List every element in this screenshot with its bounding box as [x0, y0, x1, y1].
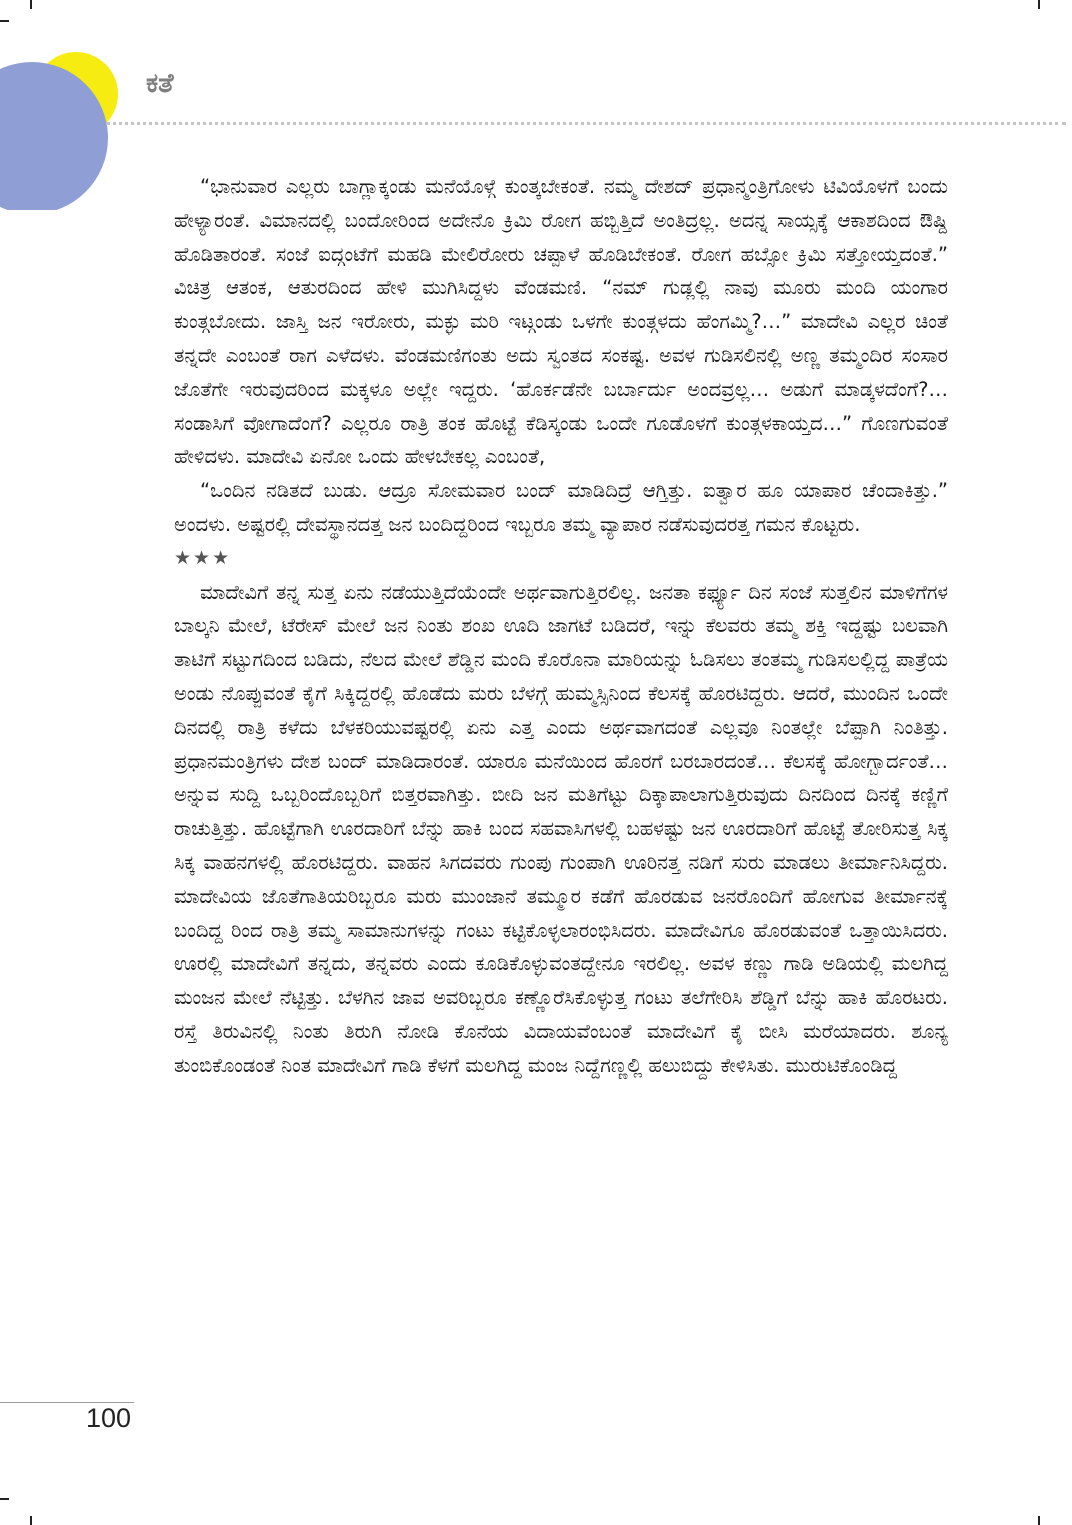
paragraph: ಮಾದೇವಿಗೆ ತನ್ನ ಸುತ್ತ ಏನು ನಡೆಯುತ್ತಿದೆಯೆಂದೇ ಅರ್ಥವಾಗುತ್ತಿರಲಿಲ್ಲ. ಜನತಾ ಕರ್ಫ್ಯೂ ದಿನ ಸಂಜೆ ಸುತ್ತಲಿನ ಮಾಳಿಗೆಗಳ ಬಾಲ್ಕನಿ ಮೇಲೆ, ಟೆರೇಸ್ ಮೇಲೆ ಜನ ನಿಂತು ಶಂಖ ಊದಿ ಜಾಗಟೆ ಬಡಿದರೆ, ಇನ್ನು ಕೆಲವರು ತಮ್ಮ ಶಕ್ತಿ ಇದ್ದಷ್ಟು ಬಲವಾಗಿ ತಾಟಿಗೆ ಸಟ್ಟುಗದಿಂದ ಬಡಿದು, ನೆಲದ ಮೇಲೆ ಶೆಡ್ಡಿನ ಮಂದಿ ಕೊರೊನಾ ಮಾರಿಯನ್ನು ಓಡಿಸಲು ತಂತಮ್ಮ ಗುಡಿಸಲಲ್ಲಿದ್ದ ಪಾತ್ರೆಯ ಅಂಡು ನೊಪ್ಪುವಂತೆ ಕೈಗೆ ಸಿಕ್ಕಿದ್ದರಲ್ಲಿ ಹೊಡೆದು ಮರು ಬೆಳಗ್ಗೆ ಹುಮ್ಮಸ್ಸಿನಿಂದ ಕೆಲಸಕ್ಕೆ ಹೊರಟಿದ್ದರು. ಆದರೆ, ಮುಂದಿನ ಒಂದೇ ದಿನದಲ್ಲಿ ರಾತ್ರಿ ಕಳೆದು ಬೆಳಕರಿಯುವಷ್ಟರಲ್ಲಿ ಏನು ಎತ್ತ ಎಂದು ಅರ್ಥವಾಗದಂತೆ ಎಲ್ಲವೂ ನಿಂತಲ್ಲೇ ಬೆಪ್ಪಾಗಿ ನಿಂತಿತ್ತು. ಪ್ರಧಾನಮಂತ್ರಿಗಳು ದೇಶ ಬಂದ್ ಮಾಡಿದಾರಂತೆ. ಯಾರೂ ಮನೆಯಿಂದ ಹೊರಗೆ ಬರಬಾರದಂತೆ… ಕೆಲಸಕ್ಕೆ ಹೋಗ್ಬಾರ್ದಂತೆ… ಅನ್ನುವ ಸುದ್ದಿ ಒಬ್ಬರಿಂದೊಬ್ಬರಿಗೆ ಬಿತ್ತರವಾಗಿತ್ತು. ಬೀದಿ ಜನ ಮತಿಗೆಟ್ಟು ದಿಕ್ಕಾಪಾಲಾಗುತ್ತಿರುವುದು ದಿನದಿಂದ ದಿನಕ್ಕೆ ಕಣ್ಣಿಗೆ ರಾಚುತ್ತಿತ್ತು. ಹೊಟ್ಟೆಗಾಗಿ ಊರದಾರಿಗೆ ಬೆನ್ನು ಹಾಕಿ ಬಂದ ಸಹವಾಸಿಗಳಲ್ಲಿ ಬಹಳಷ್ಟು ಜನ ಊರದಾರಿಗೆ ಹೊಟ್ಟೆ ತೋರಿಸುತ್ತ ಸಿಕ್ಕ ಸಿಕ್ಕ ವಾಹನಗಳಲ್ಲಿ ಹೊರಟಿದ್ದರು. ವಾಹನ ಸಿಗದವರು ಗುಂಪು ಗುಂಪಾಗಿ ಊರಿನತ್ತ ನಡಿಗೆ ಸುರು ಮಾಡಲು ತೀರ್ಮಾನಿಸಿದ್ದರು. ಮಾದೇವಿಯ ಜೊತೆಗಾತಿಯರಿಬ್ಬರೂ ಮರು ಮುಂಜಾನೆ ತಮ್ಮೂರ ಕಡೆಗೆ ಹೊರಡುವ ಜನರೊಂದಿಗೆ ಹೋಗುವ ತೀರ್ಮಾನಕ್ಕೆ ಬಂದಿದ್ದ ರಿಂದ ರಾತ್ರಿ ತಮ್ಮ ಸಾಮಾನುಗಳನ್ನು ಗಂಟು ಕಟ್ಟಿಕೊಳ್ಳಲಾರಂಭಿಸಿದರು. ಮಾದೇವಿಗೂ ಹೊರಡುವಂತೆ ಒತ್ತಾಯಿಸಿದರು. ಊರಲ್ಲಿ ಮಾದೇವಿಗೆ ತನ್ನದು, ತನ್ನವರು ಎಂದು ಕೂಡಿಕೊಳ್ಳುವಂತದ್ದೇನೂ ಇರಲಿಲ್ಲ. ಅವಳ ಕಣ್ಣು ಗಾಡಿ ಅಡಿಯಲ್ಲಿ ಮಲಗಿದ್ದ ಮಂಜನ ಮೇಲೆ ನೆಟ್ಟಿತ್ತು. ಬೆಳಗಿನ ಜಾವ ಅವರಿಬ್ಬರೂ ಕಣ್ಣೊರೆಸಿಕೊಳ್ಳುತ್ತ ಗಂಟು ತಲೆಗೇರಿಸಿ ಶೆಡ್ಡಿಗೆ ಬೆನ್ನು ಹಾಕಿ ಹೊರಟರು. ರಸ್ತೆ ತಿರುವಿನಲ್ಲಿ ನಿಂತು ತಿರುಗಿ ನೋಡಿ ಕೊನೆಯ ವಿದಾಯವೆಂಬಂತೆ ಮಾದೇವಿಗೆ ಕೈ ಬೀಸಿ ಮರೆಯಾದರು. ಶೂನ್ಯ ತುಂಬಿಕೊಂಡಂತೆ ನಿಂತ ಮಾದೇವಿಗೆ ಗಾಡಿ ಕೆಳಗೆ ಮಲಗಿದ್ದ ಮಂಜ ನಿದ್ದೆಗಣ್ಣಲ್ಲಿ ಹಲುಬಿದ್ದು ಕೇಳಿಸಿತು. ಮುರುಟಿಕೊಂಡಿದ್ದ	[174, 580, 948, 1077]
section-separator: ★★★	[174, 546, 232, 569]
crop-mark-bottom-left	[30, 1516, 32, 1525]
story-body	[174, 170, 948, 1083]
header-dotted-rule	[106, 122, 1066, 125]
section-label: ಕತೆ	[146, 68, 174, 99]
paragraph: “ಒಂದಿನ ನಡಿತದೆ ಬುಡು. ಆದ್ರೂ ಸೋಮವಾರ ಬಂದ್ ಮಾಡಿದಿದ್ರೆ ಆಗ್ತಿತ್ತು. ಐತ್ವಾರ ಹೂ ಯಾಪಾರ ಚೆಂದಾಕಿತ್ತು.” ಅಂದಳು. ಅಷ್ಟರಲ್ಲಿ ದೇವಸ್ಥಾನದತ್ತ ಜನ ಬಂದಿದ್ದರಿಂದ ಇಬ್ಬರೂ ತಮ್ಮ ವ್ಯಾಪಾರ ನಡೆಸುವುದರತ್ತ ಗಮನ ಕೊಟ್ಟರು.	[174, 479, 948, 536]
page-number: 100	[86, 1403, 132, 1433]
crop-mark-left-bottom	[0, 1498, 9, 1500]
crop-mark-top-right	[1038, 0, 1040, 9]
crop-mark-bottom-right	[1038, 1516, 1040, 1525]
paragraph: “ಭಾನುವಾರ ಎಲ್ಲರು ಬಾಗ್ಲಾಕ್ಕಂಡು ಮನೆಯೊಳ್ಗೆ ಕುಂತ್ಕಬೇಕಂತೆ. ನಮ್ಮ ದೇಶದ್ ಪ್ರಧಾನ್ಮಂತ್ರಿಗೋಳು ಟಿವಿಯೊಳಗೆ ಬಂದು ಹೇಳ್ಯಾರಂತೆ. ವಿಮಾನದಲ್ಲಿ ಬಂದೋರಿಂದ ಅದೇನೊ ಕ್ರಿಮಿ ರೋಗ ಹಬ್ಬಿತ್ತಿದೆ ಅಂತಿದ್ರಲ್ಲ. ಅದನ್ನ ಸಾಯ್ಸಕ್ಕೆ ಆಕಾಶದಿಂದ ಔಷ್ದಿ ಹೊಡಿತಾರಂತೆ. ಸಂಜೆ ಐದ್ಗಂಟೆಗೆ ಮಹಡಿ ಮೇಲಿರೋರು ಚಪ್ಪಾಳೆ ಹೊಡಿಬೇಕಂತೆ. ರೋಗ ಹಬ್ಸೋ ಕ್ರಿಮಿ ಸತ್ತೋಯ್ತದಂತೆ.” ವಿಚಿತ್ರ ಆತಂಕ, ಆತುರದಿಂದ ಹೇಳಿ ಮುಗಿಸಿದ್ದಳು ವೆಂಡಮಣಿ. “ನಮ್ ಗುಡ್ಲಲ್ಲಿ ನಾವು ಮೂರು ಮಂದಿ ಯಂಗಾರ ಕುಂತ್ಗಬೋದು. ಜಾಸ್ತಿ ಜನ ಇರೋರು, ಮಕ್ಳು ಮರಿ ಇಟ್ಗಂಡು ಒಳಗೇ ಕುಂತ್ಗಳದು ಹೆಂಗಮ್ಮಿ?…” ಮಾದೇವಿ ಎಲ್ಲರ ಚಿಂತೆ ತನ್ನದೇ ಎಂಬಂತೆ ರಾಗ ಎಳೆದಳು. ವೆಂಡಮಣಿಗಂತು ಅದು ಸ್ವಂತದ ಸಂಕಷ್ಟ. ಅವಳ ಗುಡಿಸಲಿನಲ್ಲಿ ಅಣ್ಣ ತಮ್ಮಂದಿರ ಸಂಸಾರ ಜೊತೆಗೇ ಇರುವುದರಿಂದ ಮಕ್ಕಳೂ ಅಲ್ಲೇ ಇದ್ದರು. ‘ಹೊರ್ಕಡೆನೇ ಬರ್ಬಾರ್ದು ಅಂದವ್ರಲ್ಲ… ಅಡುಗೆ ಮಾಡ್ಕಳದೆಂಗೆ?… ಸಂಡಾಸಿಗೆ ವೋಗಾದೆಂಗೆ? ಎಲ್ಲರೂ ರಾತ್ರಿ ತಂಕ ಹೊಟ್ಟೆ ಕೆಡಿಸ್ಕಂಡು ಒಂದೇ ಗೂಡೊಳಗೆ ಕುಂತ್ಗಳಕಾಯ್ತದ…” ಗೊಣಗುವಂತೆ ಹೇಳಿದಳು. ಮಾದೇವಿ ಏನೋ ಒಂದು ಹೇಳಬೇಕಲ್ಲ ಎಂಬಂತೆ,	[174, 175, 948, 469]
decorative-circles	[0, 0, 140, 210]
